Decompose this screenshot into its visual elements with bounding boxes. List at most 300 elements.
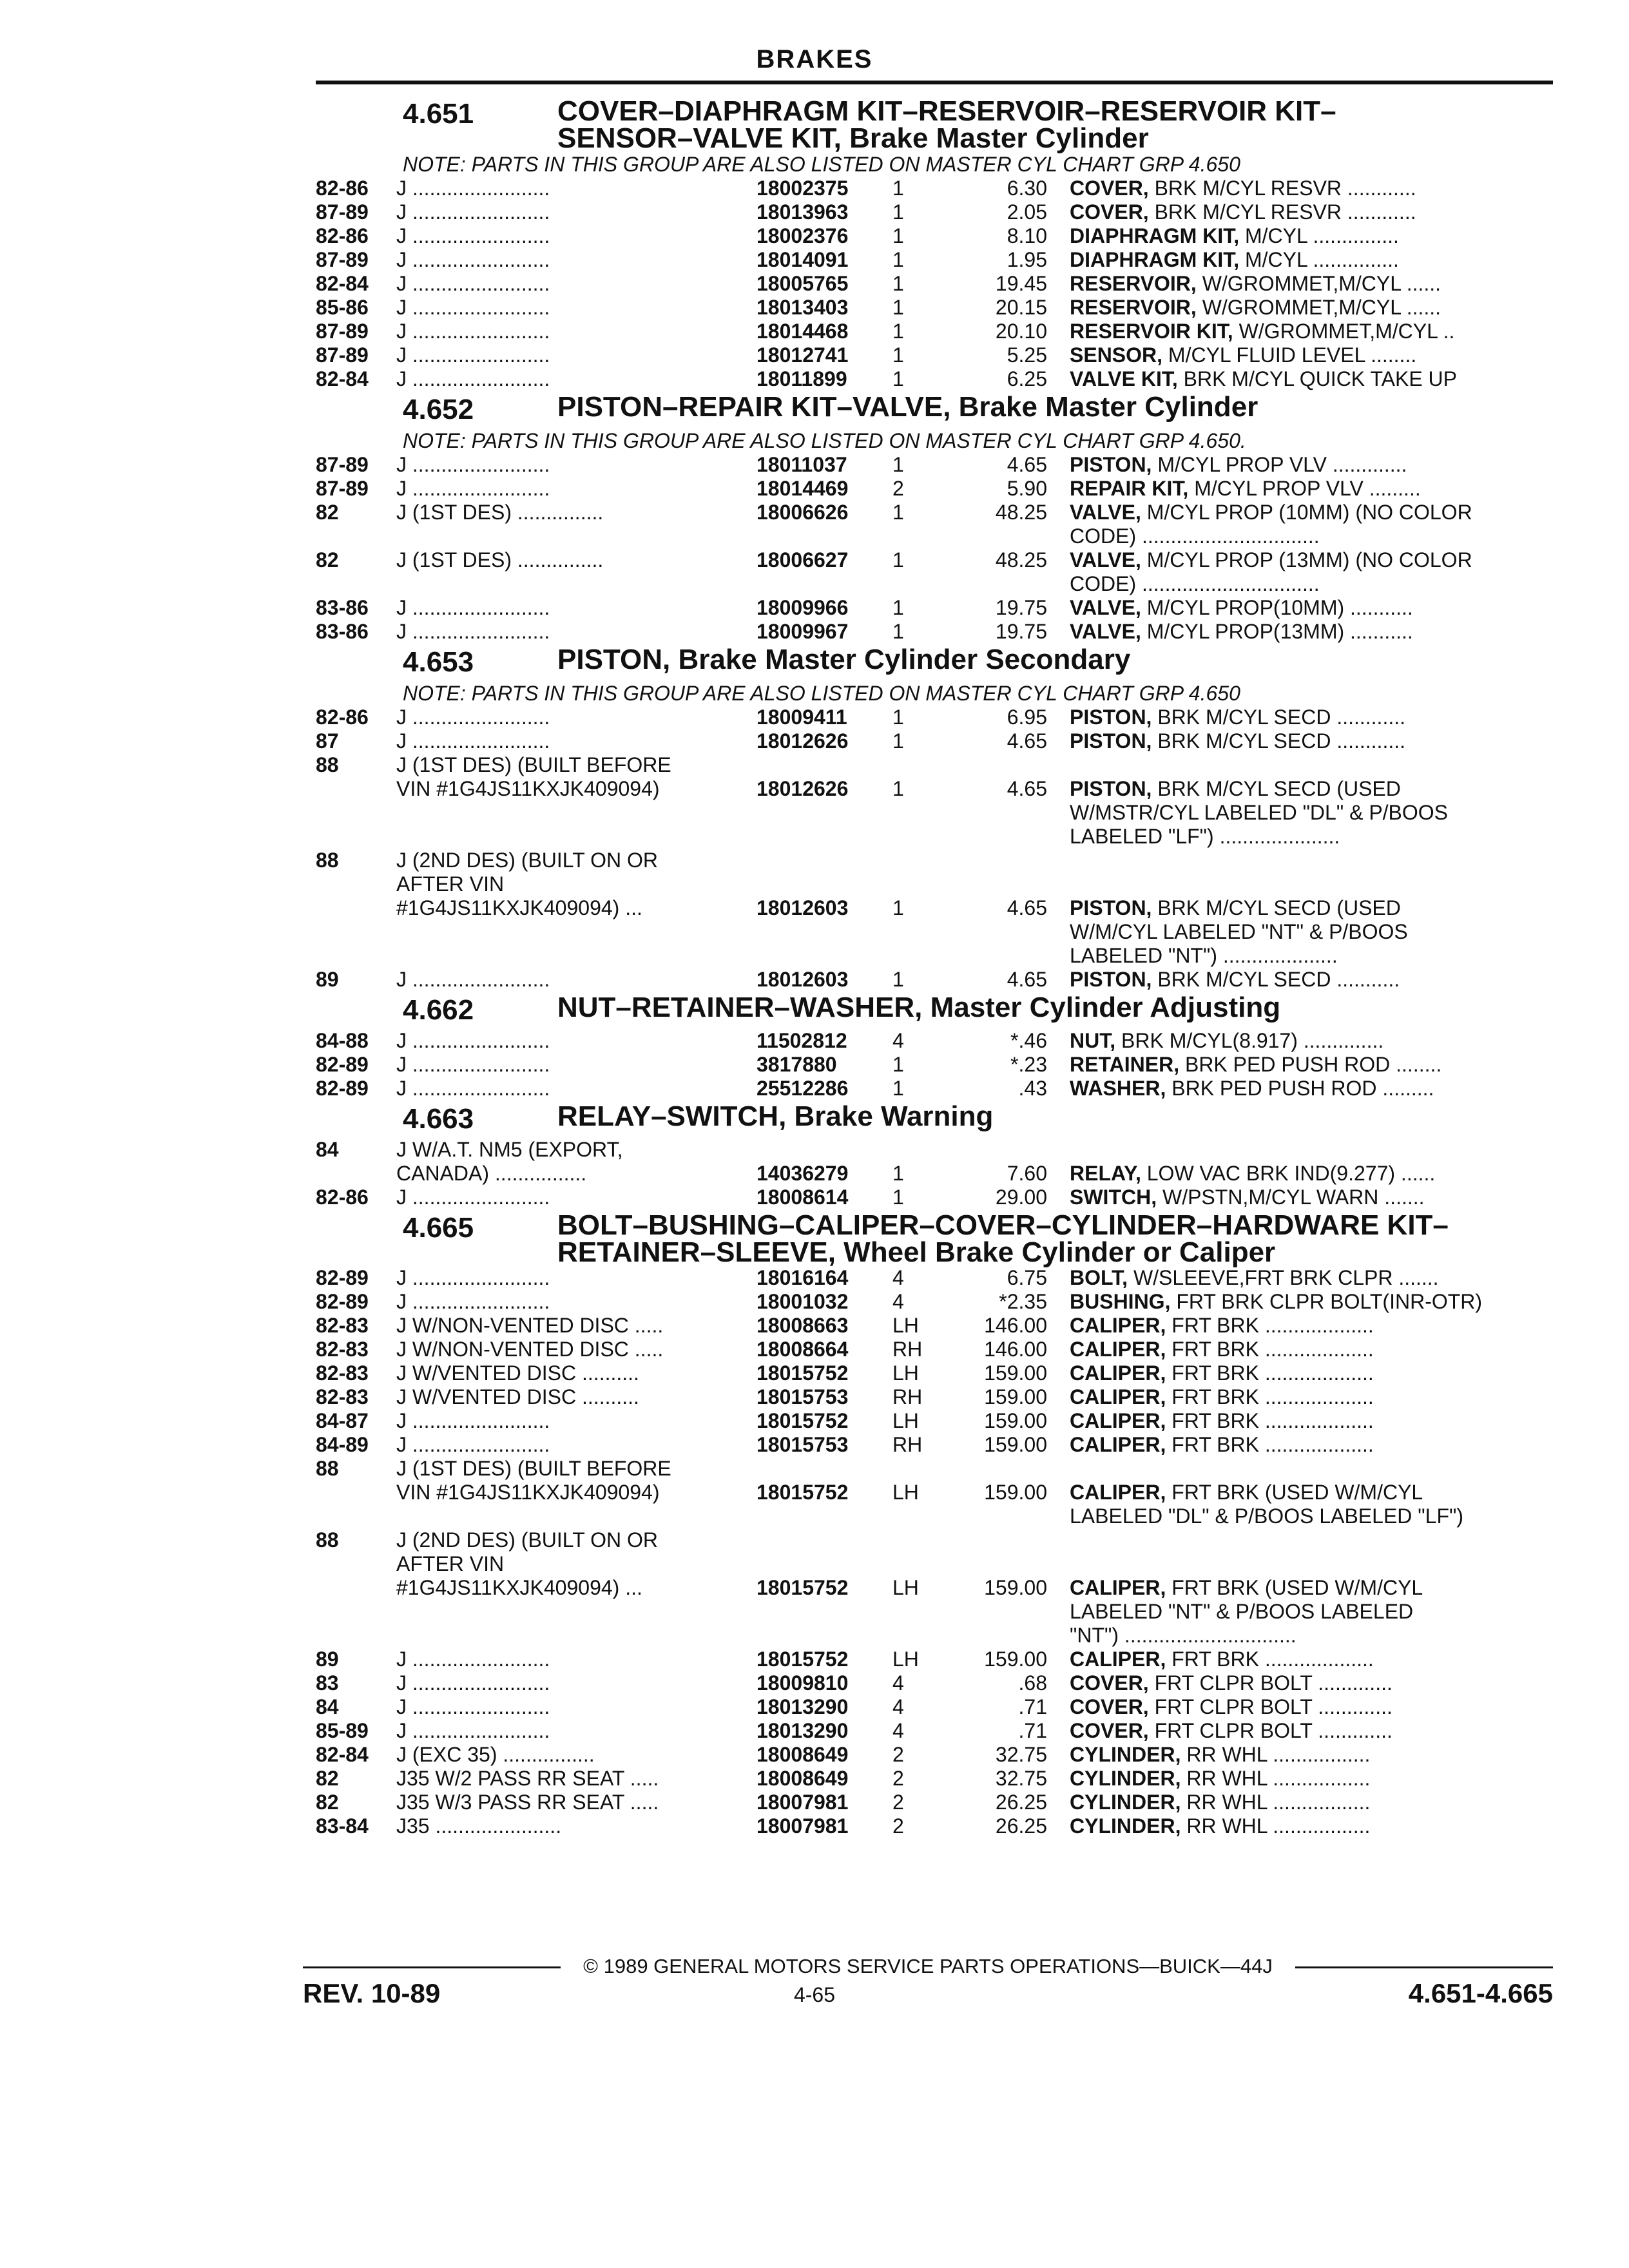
part-number: 14036279	[757, 1162, 849, 1185]
part-detail: BRK M/CYL RESVR ............	[1148, 200, 1416, 224]
part-detail: BRK M/CYL SECD ............	[1152, 729, 1405, 753]
model-year: 85-86	[316, 296, 369, 319]
price: 48.25	[995, 548, 1047, 572]
part-description	[1070, 1671, 1553, 1695]
part-number: 18002375	[757, 177, 849, 200]
section-header	[316, 1209, 1553, 1266]
model-description: J ........................	[396, 1029, 550, 1052]
part-description	[1070, 1053, 1553, 1077]
part-detail: BRK PED PUSH ROD .........	[1166, 1077, 1434, 1100]
part-number: 18013403	[757, 296, 849, 319]
part-description	[1070, 1719, 1553, 1743]
part-row	[316, 177, 1553, 200]
quantity: 1	[892, 296, 904, 319]
model-year: 82-89	[316, 1053, 369, 1076]
section-header-inner	[403, 994, 1553, 1029]
model-description: J (1ST DES) (BUILT BEFORE VIN #1G4JS11KXJK409094)	[396, 1457, 671, 1504]
part-number: 18014469	[757, 477, 849, 500]
part-row	[316, 1457, 1553, 1528]
page-header-title: BRAKES	[756, 45, 873, 73]
model-year: 83	[316, 1671, 339, 1695]
part-description	[1070, 1409, 1553, 1433]
part-detail: M/CYL ...............	[1239, 248, 1399, 271]
model-description: J W/NON-VENTED DISC .....	[396, 1314, 664, 1337]
part-number: 18014468	[757, 320, 849, 343]
part-row	[316, 1671, 1553, 1695]
part-description	[1070, 1695, 1553, 1719]
model-description: J ........................	[396, 1186, 550, 1209]
part-detail: M/CYL ...............	[1239, 224, 1399, 247]
part-name: RESERVOIR,	[1070, 272, 1197, 295]
model-description: J W/NON-VENTED DISC .....	[396, 1338, 664, 1361]
quantity: 1	[892, 367, 904, 390]
price: 4.65	[1007, 729, 1047, 753]
model-description: J (2ND DES) (BUILT ON OR AFTER VIN #1G4JS11KXJK409094) ...	[396, 849, 658, 919]
part-detail: BRK PED PUSH ROD ........	[1179, 1053, 1442, 1076]
part-description	[1070, 896, 1553, 968]
part-description	[1070, 1648, 1553, 1671]
part-detail: FRT BRK ...................	[1166, 1338, 1374, 1361]
model-description: J35 W/3 PASS RR SEAT .....	[396, 1791, 659, 1814]
part-row	[316, 1695, 1553, 1719]
part-detail: M/CYL PROP (13MM) (NO COLOR CODE) ...............................	[1070, 548, 1472, 595]
part-description	[1070, 729, 1553, 753]
section-header	[316, 644, 1553, 681]
part-detail: M/CYL PROP VLV .........	[1188, 477, 1421, 500]
price: 6.25	[1007, 367, 1047, 390]
part-detail: W/GROMMET,M/CYL ......	[1196, 296, 1441, 319]
part-detail: FRT BRK ...................	[1166, 1385, 1374, 1408]
quantity: LH	[892, 1576, 919, 1599]
part-description	[1070, 596, 1553, 620]
part-row	[316, 849, 1553, 968]
model-year: 82-83	[316, 1385, 369, 1408]
model-year: 82-84	[316, 1743, 369, 1766]
model-year: 82	[316, 1767, 339, 1790]
part-number: 18002376	[757, 224, 849, 247]
model-year: 82-84	[316, 367, 369, 390]
model-description: J W/VENTED DISC ..........	[396, 1385, 639, 1408]
model-year: 83-86	[316, 596, 369, 619]
model-year: 88	[316, 1528, 339, 1552]
part-detail: RR WHL .................	[1181, 1767, 1371, 1790]
model-description: J ........................	[396, 596, 550, 619]
part-number: 18015752	[757, 1576, 849, 1599]
part-name: NUT,	[1070, 1029, 1116, 1052]
part-row	[316, 1791, 1553, 1814]
model-description: J ........................	[396, 706, 550, 729]
part-detail: BRK M/CYL SECD ............	[1152, 706, 1405, 729]
model-description: J ........................	[396, 272, 550, 295]
part-name: PISTON,	[1070, 968, 1152, 991]
part-row	[316, 272, 1553, 296]
section-title: NUT–RETAINER–WASHER, Master Cylinder Adjusting	[557, 992, 1281, 1023]
part-number: 18009810	[757, 1671, 849, 1695]
quantity: 4	[892, 1266, 904, 1289]
price: 146.00	[984, 1314, 1047, 1337]
quantity: 2	[892, 1743, 904, 1766]
part-name: RESERVOIR KIT,	[1070, 320, 1233, 343]
quantity: 1	[892, 343, 904, 367]
part-row	[316, 1409, 1553, 1433]
model-year: 89	[316, 968, 339, 991]
part-number: 18015752	[757, 1409, 849, 1432]
part-row	[316, 1029, 1553, 1053]
section-number: 4.651	[403, 98, 474, 130]
quantity: RH	[892, 1385, 923, 1408]
part-row	[316, 753, 1553, 849]
quantity: 1	[892, 248, 904, 271]
part-description	[1070, 1338, 1553, 1361]
part-name: COVER,	[1070, 1719, 1149, 1742]
part-number: 18008649	[757, 1743, 849, 1766]
model-year: 82-86	[316, 177, 369, 200]
price: 159.00	[984, 1433, 1047, 1456]
price: 32.75	[995, 1767, 1047, 1790]
part-row	[316, 343, 1553, 367]
part-row	[316, 501, 1553, 548]
part-name: CALIPER,	[1070, 1314, 1166, 1337]
model-description: J W/A.T. NM5 (EXPORT, CANADA) ................	[396, 1138, 623, 1185]
part-detail: W/GROMMET,M/CYL ..	[1233, 320, 1455, 343]
model-description: J ........................	[396, 477, 550, 500]
model-year: 89	[316, 1648, 339, 1671]
part-name: CYLINDER,	[1070, 1767, 1181, 1790]
price: 26.25	[995, 1814, 1047, 1838]
part-name: CALIPER,	[1070, 1385, 1166, 1408]
section-title: BOLT–BUSHING–CALIPER–COVER–CYLINDER–HARDWARE KIT– RETAINER–SLEEVE, Wheel Brake Cylinder or Caliper	[557, 1209, 1449, 1268]
section-header	[316, 95, 1553, 152]
quantity: 1	[892, 1186, 904, 1209]
quantity: 4	[892, 1029, 904, 1052]
quantity: 2	[892, 477, 904, 500]
part-description	[1070, 343, 1553, 367]
part-name: CALIPER,	[1070, 1338, 1166, 1361]
part-detail: FRT CLPR BOLT .............	[1148, 1695, 1393, 1718]
model-year: 87-89	[316, 453, 369, 476]
section-header-inner	[403, 391, 1553, 428]
part-detail: BRK M/CYL(8.917) ..............	[1115, 1029, 1384, 1052]
price: 19.45	[995, 272, 1047, 295]
part-detail: BRK M/CYL QUICK TAKE UP	[1177, 367, 1457, 390]
price: 159.00	[984, 1576, 1047, 1599]
part-name: CALIPER,	[1070, 1409, 1166, 1432]
part-description	[1070, 706, 1553, 729]
part-detail: W/PSTN,M/CYL WARN .......	[1157, 1186, 1425, 1209]
part-name: COVER,	[1070, 1695, 1149, 1718]
part-detail: M/CYL FLUID LEVEL ........	[1162, 343, 1417, 367]
part-name: CYLINDER,	[1070, 1791, 1181, 1814]
part-row	[316, 320, 1553, 343]
part-detail: FRT CLPR BOLT .............	[1148, 1671, 1393, 1695]
quantity: LH	[892, 1409, 919, 1432]
model-year: 87-89	[316, 200, 369, 224]
quantity: 4	[892, 1695, 904, 1718]
part-description	[1070, 367, 1553, 391]
model-description: J ........................	[396, 367, 550, 390]
part-name: PISTON,	[1070, 729, 1152, 753]
part-description	[1070, 1290, 1553, 1314]
part-description	[1070, 272, 1553, 296]
part-name: SENSOR,	[1070, 343, 1163, 367]
model-description: J ........................	[396, 1648, 550, 1671]
price: 159.00	[984, 1361, 1047, 1385]
quantity: 1	[892, 1162, 904, 1185]
part-detail: FRT BRK ...................	[1166, 1648, 1374, 1671]
price: 32.75	[995, 1743, 1047, 1766]
part-name: VALVE,	[1070, 620, 1141, 643]
model-year: 82-89	[316, 1290, 369, 1313]
model-year: 87-89	[316, 343, 369, 367]
part-number: 18009966	[757, 596, 849, 619]
part-number: 18009411	[757, 706, 847, 729]
price: 159.00	[984, 1648, 1047, 1671]
model-description: J (1ST DES) ...............	[396, 501, 604, 524]
part-row	[316, 1385, 1553, 1409]
model-year: 82	[316, 548, 339, 572]
part-row	[316, 1648, 1553, 1671]
parts-section	[316, 992, 1553, 1100]
part-description	[1070, 1361, 1553, 1385]
part-number: 18013963	[757, 200, 849, 224]
footer-copyright: © 1989 GENERAL MOTORS SERVICE PARTS OPERATIONS—BUICK—44J	[583, 1955, 1273, 1977]
price: 19.75	[995, 620, 1047, 643]
part-detail: RR WHL .................	[1181, 1791, 1371, 1814]
model-description: J ........................	[396, 453, 550, 476]
part-description	[1070, 477, 1553, 501]
part-number: 11502812	[757, 1029, 847, 1052]
quantity: 2	[892, 1814, 904, 1838]
quantity: 1	[892, 777, 904, 800]
price: 20.15	[995, 296, 1047, 319]
section-header	[316, 1100, 1553, 1138]
parts-section	[316, 1209, 1553, 1838]
part-name: DIAPHRAGM KIT,	[1070, 224, 1240, 247]
price: 19.75	[995, 596, 1047, 619]
part-description	[1070, 501, 1553, 548]
quantity: 2	[892, 1791, 904, 1814]
part-row	[316, 620, 1553, 644]
part-row	[316, 1077, 1553, 1100]
part-name: CALIPER,	[1070, 1361, 1166, 1385]
part-detail: FRT BRK CLPR BOLT(INR-OTR)	[1170, 1290, 1483, 1313]
section-header-inner	[403, 646, 1553, 681]
part-description	[1070, 548, 1553, 596]
part-name: CALIPER,	[1070, 1433, 1166, 1456]
model-description: J ........................	[396, 620, 550, 643]
part-name: RESERVOIR,	[1070, 296, 1197, 319]
part-detail: FRT BRK ...................	[1166, 1314, 1374, 1337]
part-description	[1070, 777, 1553, 849]
price: 6.95	[1007, 706, 1047, 729]
part-description	[1070, 1814, 1553, 1838]
part-row	[316, 548, 1553, 596]
model-year: 84-88	[316, 1029, 369, 1052]
part-row	[316, 968, 1553, 992]
model-description: J ........................	[396, 320, 550, 343]
model-year: 84-87	[316, 1409, 369, 1432]
part-row	[316, 453, 1553, 477]
part-number: 18007981	[757, 1791, 849, 1814]
footer-group-range: 4.651-4.665	[1408, 1978, 1553, 2008]
part-description	[1070, 200, 1553, 224]
part-row	[316, 367, 1553, 391]
part-detail: M/CYL PROP(10MM) ...........	[1141, 596, 1413, 619]
part-description	[1070, 1433, 1553, 1457]
part-row	[316, 1053, 1553, 1077]
model-description: J ........................	[396, 1053, 550, 1076]
part-detail: W/GROMMET,M/CYL ......	[1196, 272, 1441, 295]
section-header	[316, 391, 1553, 428]
part-name: PISTON,	[1070, 896, 1152, 919]
quantity: LH	[892, 1648, 919, 1671]
part-number: 18012603	[757, 968, 849, 991]
quantity: RH	[892, 1433, 923, 1456]
part-row	[316, 248, 1553, 272]
quantity: 4	[892, 1671, 904, 1695]
quantity: 1	[892, 1077, 904, 1100]
model-description: J ........................	[396, 1077, 550, 1100]
model-description: J ........................	[396, 296, 550, 319]
part-number: 18015753	[757, 1385, 849, 1408]
part-name: VALVE KIT,	[1070, 367, 1178, 390]
price: *.23	[1010, 1053, 1047, 1076]
part-number: 18015752	[757, 1361, 849, 1385]
part-description	[1070, 224, 1553, 248]
model-year: 83-84	[316, 1814, 369, 1838]
part-name: WASHER,	[1070, 1077, 1166, 1100]
quantity: 1	[892, 706, 904, 729]
model-year: 84	[316, 1138, 339, 1161]
section-header-inner	[403, 1100, 1553, 1138]
model-description: J ........................	[396, 1695, 550, 1718]
part-row	[316, 596, 1553, 620]
model-year: 82	[316, 1791, 339, 1814]
quantity: 1	[892, 596, 904, 619]
part-detail: FRT BRK ...................	[1166, 1409, 1374, 1432]
quantity: 1	[892, 620, 904, 643]
model-year: 88	[316, 1457, 339, 1480]
model-year: 82-83	[316, 1314, 369, 1337]
quantity: 1	[892, 320, 904, 343]
model-year: 82-86	[316, 224, 369, 247]
price: 26.25	[995, 1791, 1047, 1814]
section-number: 4.652	[403, 394, 474, 425]
part-number: 18015753	[757, 1433, 849, 1456]
section-number: 4.653	[403, 646, 474, 678]
part-row	[316, 1719, 1553, 1743]
model-year: 82-84	[316, 272, 369, 295]
model-year: 82-86	[316, 1186, 369, 1209]
model-description: J ........................	[396, 1719, 550, 1742]
section-header-inner	[403, 1209, 1553, 1268]
section-header	[316, 992, 1553, 1029]
model-description: J ........................	[396, 1409, 550, 1432]
section-title: PISTON–REPAIR KIT–VALVE, Brake Master Cylinder	[557, 391, 1258, 423]
part-number: 18012741	[757, 343, 849, 367]
quantity: 1	[892, 548, 904, 572]
price: 159.00	[984, 1481, 1047, 1504]
quantity: 1	[892, 272, 904, 295]
part-row	[316, 706, 1553, 729]
price: 1.95	[1007, 248, 1047, 271]
part-name: SWITCH,	[1070, 1186, 1157, 1209]
part-detail: BRK M/CYL SECD (USED W/MSTR/CYL LABELED "DL" & P/BOOS LABELED "LF") .....................	[1070, 777, 1449, 848]
model-year: 87	[316, 729, 339, 753]
price: *.46	[1010, 1029, 1047, 1052]
part-detail: FRT CLPR BOLT .............	[1148, 1719, 1393, 1742]
price: 4.65	[1007, 453, 1047, 476]
model-description: J (1ST DES) ...............	[396, 548, 604, 572]
quantity: 1	[892, 200, 904, 224]
footer-page-number: 4-65	[793, 1983, 836, 2006]
parts-section	[316, 95, 1553, 391]
model-description: J W/VENTED DISC ..........	[396, 1361, 639, 1385]
price: 159.00	[984, 1409, 1047, 1432]
part-name: COVER,	[1070, 1671, 1149, 1695]
part-description	[1070, 453, 1553, 477]
part-name: VALVE,	[1070, 548, 1141, 572]
price: 29.00	[995, 1186, 1047, 1209]
model-description: J ........................	[396, 1290, 550, 1313]
section-title: PISTON, Brake Master Cylinder Secondary	[557, 644, 1131, 675]
part-description	[1070, 1266, 1553, 1290]
part-detail: BRK M/CYL RESVR ............	[1148, 177, 1416, 200]
footer-divider-right	[1295, 1966, 1553, 1968]
model-year: 88	[316, 753, 339, 776]
part-number: 18005765	[757, 272, 849, 295]
model-year: 82-89	[316, 1266, 369, 1289]
quantity: 1	[892, 177, 904, 200]
price: .71	[1018, 1719, 1047, 1742]
part-row	[316, 296, 1553, 320]
quantity: LH	[892, 1481, 919, 1504]
part-row	[316, 477, 1553, 501]
model-year: 84	[316, 1695, 339, 1718]
part-detail: FRT BRK ...................	[1166, 1361, 1374, 1385]
part-detail: FRT BRK (USED W/M/CYL LABELED "DL" & P/BOOS LABELED "LF")	[1070, 1481, 1463, 1528]
quantity: 4	[892, 1719, 904, 1742]
price: .71	[1018, 1695, 1047, 1718]
price: 159.00	[984, 1385, 1047, 1408]
part-name: CALIPER,	[1070, 1648, 1166, 1671]
part-number: 18009967	[757, 620, 849, 643]
price: 4.65	[1007, 777, 1047, 800]
part-detail: M/CYL PROP (10MM) (NO COLOR CODE) ...............................	[1070, 501, 1472, 548]
part-number: 18011037	[757, 453, 847, 476]
part-number: 18011899	[757, 367, 847, 390]
model-year: 82-86	[316, 706, 369, 729]
part-row	[316, 729, 1553, 753]
part-number: 18006627	[757, 548, 849, 572]
part-number: 18012626	[757, 729, 849, 753]
part-description	[1070, 1743, 1553, 1767]
part-name: CYLINDER,	[1070, 1743, 1181, 1766]
section-note: NOTE: PARTS IN THIS GROUP ARE ALSO LISTED ON MASTER CYL CHART GRP 4.650.	[403, 429, 1246, 452]
model-year: 87-89	[316, 320, 369, 343]
part-number: 18008664	[757, 1338, 849, 1361]
part-name: VALVE,	[1070, 596, 1141, 619]
price: .68	[1018, 1671, 1047, 1695]
price: 5.25	[1007, 343, 1047, 367]
part-name: COVER,	[1070, 177, 1149, 200]
quantity: LH	[892, 1361, 919, 1385]
part-detail: LOW VAC BRK IND(9.277) ......	[1141, 1162, 1436, 1185]
parts-section	[316, 1100, 1553, 1209]
part-name: CYLINDER,	[1070, 1814, 1181, 1838]
part-detail: FRT BRK (USED W/M/CYL LABELED "NT" & P/BOOS LABELED "NT") ..............................	[1070, 1576, 1423, 1647]
model-description: J (2ND DES) (BUILT ON OR AFTER VIN #1G4JS11KXJK409094) ...	[396, 1528, 658, 1599]
